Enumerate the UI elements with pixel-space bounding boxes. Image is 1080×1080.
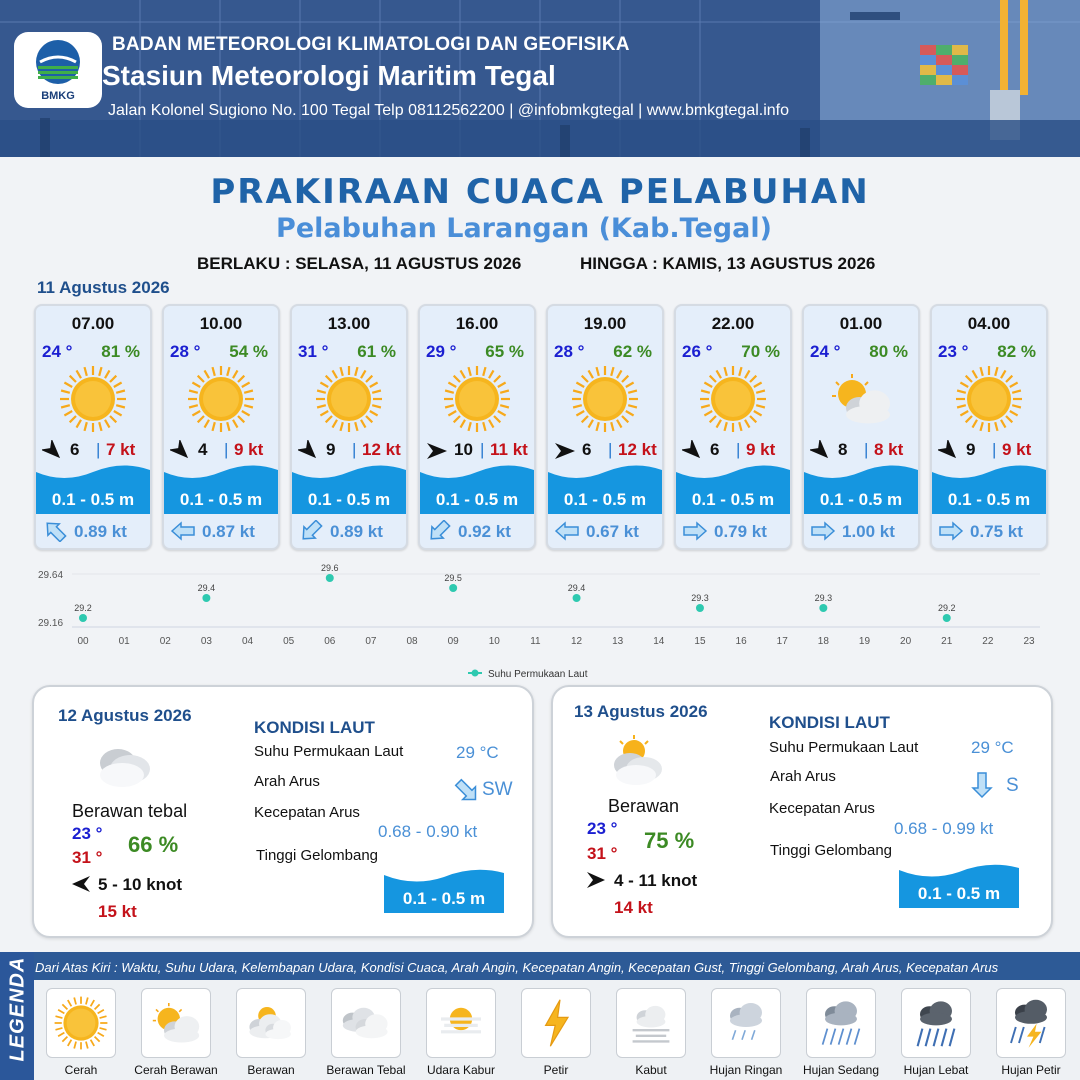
- logo-text: BMKG: [41, 90, 75, 102]
- chart-x-tick-label: 23: [1023, 636, 1035, 647]
- chart-data-label: 29.2: [937, 603, 956, 613]
- hour-temperature: 24 °: [42, 342, 73, 361]
- chart-x-tick-label: 04: [241, 636, 254, 647]
- day3-humidity: 75 %: [644, 828, 695, 853]
- separator: |: [992, 440, 997, 459]
- hour-humidity: 62 %: [613, 342, 652, 361]
- chart-x-tick-label: 11: [530, 636, 541, 647]
- day2-current-speed-label: Kecepatan Arus: [254, 804, 360, 821]
- wind-direction-icon: [554, 440, 576, 462]
- chart-x-tick-label: 16: [735, 636, 747, 647]
- hour-wave-height: 0.1 - 0.5 m: [691, 490, 775, 509]
- chart-point: [819, 604, 827, 612]
- separator: |: [96, 440, 101, 459]
- hour-humidity: 80 %: [869, 342, 908, 361]
- chart-x-tick-label: 02: [159, 636, 171, 647]
- hourly-card: [290, 304, 408, 550]
- hour-gust: 7 kt: [106, 440, 136, 459]
- sun-icon: [698, 364, 768, 434]
- hourly-card: [546, 304, 664, 550]
- chart-x-tick-label: 21: [941, 636, 953, 647]
- heavy-rain-icon: [908, 995, 964, 1051]
- day1-date: 11 Agustus 2026: [37, 278, 170, 297]
- hour-wind-speed: 10: [454, 440, 473, 459]
- sea-surface-temp-chart: [0, 560, 1080, 685]
- legend-label: Hujan Petir: [1001, 1063, 1061, 1077]
- day3-current-speed-label: Kecepatan Arus: [769, 800, 875, 817]
- chart-x-tick-label: 12: [571, 636, 583, 647]
- day3-sst-value: 29 °C: [971, 738, 1014, 757]
- legend-label: Cerah Berawan: [134, 1063, 218, 1077]
- hour-humidity: 61 %: [357, 342, 396, 361]
- hour-wave-height: 0.1 - 0.5 m: [435, 490, 519, 509]
- page-subtitle: Pelabuhan Larangan (Kab.Tegal): [276, 213, 772, 244]
- chart-x-tick-label: 15: [694, 636, 706, 647]
- chart-x-tick-label: 06: [324, 636, 336, 647]
- light-rain-icon: [718, 995, 774, 1051]
- validity-to: HINGGA : KAMIS, 13 AGUSTUS 2026: [580, 254, 876, 273]
- chart-x-tick-label: 10: [488, 636, 500, 647]
- lightning-icon: [528, 995, 584, 1051]
- day2-sst-label: Suhu Permukaan Laut: [254, 743, 404, 760]
- wind-direction-icon: [42, 440, 64, 462]
- hour-wave-height: 0.1 - 0.5 m: [179, 490, 263, 509]
- legend-tile: [901, 988, 971, 1058]
- station-name: Stasiun Meteorologi Maritim Tegal: [102, 60, 556, 91]
- legend-tile: [236, 988, 306, 1058]
- legend-tile: [711, 988, 781, 1058]
- separator: |: [480, 440, 485, 459]
- chart-point: [202, 594, 210, 602]
- moderate-rain-icon: [813, 995, 869, 1051]
- hour-time: 16.00: [455, 314, 499, 333]
- day3-condition: Berawan: [608, 796, 680, 816]
- chart-x-tick-label: 17: [776, 636, 788, 647]
- overcast-icon: [338, 995, 394, 1051]
- current-direction-icon: [426, 520, 452, 542]
- hour-temperature: 31 °: [298, 342, 329, 361]
- fog-icon: [623, 995, 679, 1051]
- haze-icon: [433, 995, 489, 1051]
- chart-x-tick-label: 19: [858, 636, 871, 647]
- hour-temperature: 29 °: [426, 342, 457, 361]
- chart-x-tick-label: 20: [900, 636, 912, 647]
- hour-current-speed: 0.87 kt: [202, 522, 255, 541]
- separator: |: [352, 440, 357, 459]
- current-direction-icon: [170, 520, 196, 542]
- day2-sst-value: 29 °C: [456, 743, 499, 762]
- legend-label: Hujan Ringan: [709, 1063, 783, 1077]
- legend-tile: [331, 988, 401, 1058]
- day3-wave-label: Tinggi Gelombang: [770, 842, 893, 859]
- sun-icon: [570, 364, 640, 434]
- wind-direction-icon: [810, 440, 832, 462]
- hour-gust: 11 kt: [490, 440, 528, 459]
- hour-time: 04.00: [967, 314, 1011, 333]
- chart-data-label: 29.2: [74, 603, 92, 613]
- legend-tile: [46, 988, 116, 1058]
- hour-current-speed: 0.67 kt: [586, 522, 639, 541]
- day3-temp-min: 23 °: [587, 819, 618, 838]
- hour-current-speed: 0.92 kt: [458, 522, 511, 541]
- hour-time: 10.00: [199, 314, 243, 333]
- chart-x-tick-label: 05: [283, 636, 295, 647]
- chart-x-tick-label: 22: [982, 636, 994, 647]
- hour-humidity: 70 %: [741, 342, 780, 361]
- day3-temp-max: 31 °: [587, 844, 618, 863]
- hour-gust: 12 kt: [362, 440, 401, 459]
- chart-data-label: 29.5: [444, 573, 462, 583]
- day3-sea-title: KONDISI LAUT: [769, 713, 890, 732]
- chart-x-tick-label: 07: [365, 636, 377, 647]
- hour-current-speed: 0.89 kt: [74, 522, 127, 541]
- partly-cloudy-icon: [826, 364, 896, 434]
- thunderstorm-icon: [1003, 995, 1059, 1051]
- chart-y-tick-label: 29.64: [38, 570, 64, 581]
- hour-wind-speed: 6: [582, 440, 592, 459]
- legend-label: Berawan: [247, 1063, 295, 1077]
- partly-cloudy-icon: [148, 995, 204, 1051]
- chart-x-tick-label: 08: [406, 636, 418, 647]
- wind-direction-icon: [426, 440, 448, 462]
- chart-x-tick-label: 00: [77, 636, 89, 647]
- hourly-card: [162, 304, 280, 550]
- day3-wind: 4 - 11 knot: [614, 871, 698, 890]
- hour-wind-speed: 4: [198, 440, 208, 459]
- sun-icon: [53, 995, 109, 1051]
- day2-current-speed: 0.68 - 0.90 kt: [378, 822, 478, 841]
- day3-current-dir-label: Arah Arus: [770, 768, 836, 785]
- wind-direction-icon: [298, 440, 320, 462]
- chart-legend-marker: [472, 670, 479, 677]
- hour-gust: 9 kt: [746, 440, 776, 459]
- hour-wave-height: 0.1 - 0.5 m: [819, 490, 903, 509]
- hour-current-speed: 0.79 kt: [714, 522, 767, 541]
- day3-sst-label: Suhu Permukaan Laut: [769, 739, 919, 756]
- hour-wind-speed: 6: [710, 440, 720, 459]
- current-direction-icon: [938, 520, 964, 542]
- legend-tile: [141, 988, 211, 1058]
- sun-icon: [314, 364, 384, 434]
- hour-gust: 12 kt: [618, 440, 657, 459]
- hour-time: 01.00: [839, 314, 883, 333]
- hourly-card: [418, 304, 536, 550]
- cloudy-icon: [606, 733, 670, 789]
- hour-time: 07.00: [71, 314, 115, 333]
- header-banner: [0, 0, 1080, 157]
- hourly-card: [802, 304, 920, 550]
- day2-wave-label: Tinggi Gelombang: [256, 847, 379, 864]
- current-direction-icon: [554, 520, 580, 542]
- chart-x-tick-label: 09: [447, 636, 459, 647]
- hour-humidity: 81 %: [101, 342, 140, 361]
- wind-direction-icon: [682, 440, 704, 462]
- wind-direction-icon: [170, 440, 192, 462]
- hour-temperature: 23 °: [938, 342, 969, 361]
- hour-wind-speed: 9: [966, 440, 976, 459]
- day2-forecast-panel: [32, 685, 534, 938]
- sun-icon: [186, 364, 256, 434]
- chart-data-label: 29.4: [197, 583, 216, 593]
- day3-date: 13 Agustus 2026: [574, 702, 708, 721]
- hourly-card: [930, 304, 1048, 550]
- legend-title: LEGENDA: [6, 956, 29, 1062]
- day2-wind: 5 - 10 knot: [98, 875, 183, 894]
- day2-temp-max: 31 °: [72, 848, 103, 867]
- day2-sea-title: KONDISI LAUT: [254, 718, 375, 737]
- bmkg-emblem-icon: [14, 32, 102, 90]
- day3-wave-height: 0.1 - 0.5 m: [917, 884, 1001, 903]
- legend-label: Udara Kabur: [426, 1063, 496, 1077]
- current-direction-icon: [452, 777, 482, 805]
- page-title: PRAKIRAAN CUACA PELABUHAN: [210, 172, 870, 212]
- separator: |: [224, 440, 229, 459]
- separator: |: [736, 440, 741, 459]
- legend-tile: [616, 988, 686, 1058]
- current-direction-icon: [810, 520, 836, 542]
- overcast-icon: [92, 739, 156, 795]
- hour-current-speed: 0.75 kt: [970, 522, 1023, 541]
- hour-gust: 9 kt: [234, 440, 264, 459]
- legend-side-bar: [0, 952, 34, 1080]
- chart-point: [79, 614, 87, 622]
- wind-direction-icon: [70, 874, 92, 894]
- legend-tile: [996, 988, 1066, 1058]
- day3-forecast-panel: [551, 685, 1053, 938]
- cloudy-icon: [243, 995, 299, 1051]
- hour-current-speed: 1.00 kt: [842, 522, 895, 541]
- hour-gust: 8 kt: [874, 440, 904, 459]
- day3-gust: 14 kt: [614, 898, 653, 917]
- hour-time: 22.00: [711, 314, 755, 333]
- separator: |: [608, 440, 613, 459]
- day2-date: 12 Agustus 2026: [58, 706, 192, 725]
- validity-from: BERLAKU : SELASA, 11 AGUSTUS 2026: [197, 254, 522, 273]
- chart-data-label: 29.3: [691, 593, 709, 603]
- chart-legend-label: Suhu Permukaan Laut: [488, 669, 588, 680]
- legend-label: Kabut: [635, 1063, 667, 1077]
- hour-wave-height: 0.1 - 0.5 m: [51, 490, 135, 509]
- hour-wind-speed: 6: [70, 440, 80, 459]
- day2-temp-min: 23 °: [72, 824, 103, 843]
- current-direction-icon: [967, 771, 997, 799]
- chart-data-label: 29.6: [321, 563, 339, 573]
- hour-wave-height: 0.1 - 0.5 m: [947, 490, 1031, 509]
- chart-data-label: 29.3: [814, 593, 833, 603]
- hour-wave-height: 0.1 - 0.5 m: [563, 490, 647, 509]
- sun-icon: [442, 364, 512, 434]
- hour-temperature: 28 °: [554, 342, 585, 361]
- hour-wind-speed: 9: [326, 440, 336, 459]
- day2-condition: Berawan tebal: [72, 801, 188, 821]
- legend-tile: [806, 988, 876, 1058]
- legend-tile: [426, 988, 496, 1058]
- chart-x-tick-label: 13: [612, 636, 624, 647]
- bmkg-logo: [14, 32, 102, 108]
- hour-temperature: 26 °: [682, 342, 713, 361]
- legend-label: Hujan Lebat: [903, 1063, 969, 1077]
- current-direction-icon: [298, 520, 324, 542]
- chart-y-tick-label: 29.16: [38, 618, 64, 629]
- hour-time: 19.00: [583, 314, 627, 333]
- chart-point: [696, 604, 704, 612]
- day2-current-dir-label: Arah Arus: [254, 773, 320, 790]
- chart-point: [943, 614, 951, 622]
- day2-current-direction: SW: [482, 779, 513, 800]
- organization-name: BADAN METEOROLOGI KLIMATOLOGI DAN GEOFISIKA: [112, 34, 630, 55]
- current-direction-icon: [682, 520, 708, 542]
- wind-direction-icon: [938, 440, 960, 462]
- separator: |: [864, 440, 869, 459]
- legend-icon-list: [34, 980, 1080, 1080]
- hour-humidity: 65 %: [485, 342, 524, 361]
- chart-x-tick-label: 03: [200, 636, 212, 647]
- hour-wave-height: 0.1 - 0.5 m: [307, 490, 391, 509]
- chart-x-tick-label: 14: [653, 636, 665, 647]
- chart-data-label: 29.4: [567, 583, 586, 593]
- hour-time: 13.00: [327, 314, 371, 333]
- hour-gust: 9 kt: [1002, 440, 1032, 459]
- sun-icon: [954, 364, 1024, 434]
- day3-current-speed: 0.68 - 0.99 kt: [894, 819, 994, 838]
- sun-icon: [58, 364, 128, 434]
- day2-wave-height: 0.1 - 0.5 m: [402, 889, 486, 908]
- current-direction-icon: [42, 520, 68, 542]
- station-address: Jalan Kolonel Sugiono No. 100 Tegal Telp 08112562200 | @infobmkgtegal | www.bmkgtegal.info: [108, 102, 790, 119]
- day3-current-direction: S: [1006, 775, 1019, 796]
- chart-point: [326, 574, 334, 582]
- hour-current-speed: 0.89 kt: [330, 522, 383, 541]
- day2-gust: 15 kt: [98, 902, 137, 921]
- chart-point: [573, 594, 581, 602]
- hour-temperature: 28 °: [170, 342, 201, 361]
- legend-label: Hujan Sedang: [802, 1063, 880, 1077]
- hour-temperature: 24 °: [810, 342, 841, 361]
- chart-point: [449, 584, 457, 592]
- legend-label: Cerah: [64, 1063, 98, 1077]
- hourly-card: [34, 304, 152, 550]
- hourly-card: [674, 304, 792, 550]
- legend-tile: [521, 988, 591, 1058]
- wind-direction-icon: [585, 870, 607, 890]
- legend-label: Petir: [543, 1063, 569, 1077]
- hour-wind-speed: 8: [838, 440, 848, 459]
- legend-label: Berawan Tebal: [326, 1063, 406, 1077]
- chart-x-tick-label: 18: [817, 636, 829, 647]
- chart-x-tick-label: 01: [118, 636, 130, 647]
- legend-note: Dari Atas Kiri : Waktu, Suhu Udara, Kelembapan Udara, Kondisi Cuaca, Arah Angin, Kecepatan Angin, Kecepatan Gust, Tinggi Gelombang, Arah Arus, Kecepatan Arus: [35, 960, 999, 975]
- legend-section: [0, 952, 1080, 1080]
- hour-humidity: 54 %: [229, 342, 268, 361]
- hour-humidity: 82 %: [997, 342, 1036, 361]
- day2-humidity: 66 %: [128, 832, 179, 857]
